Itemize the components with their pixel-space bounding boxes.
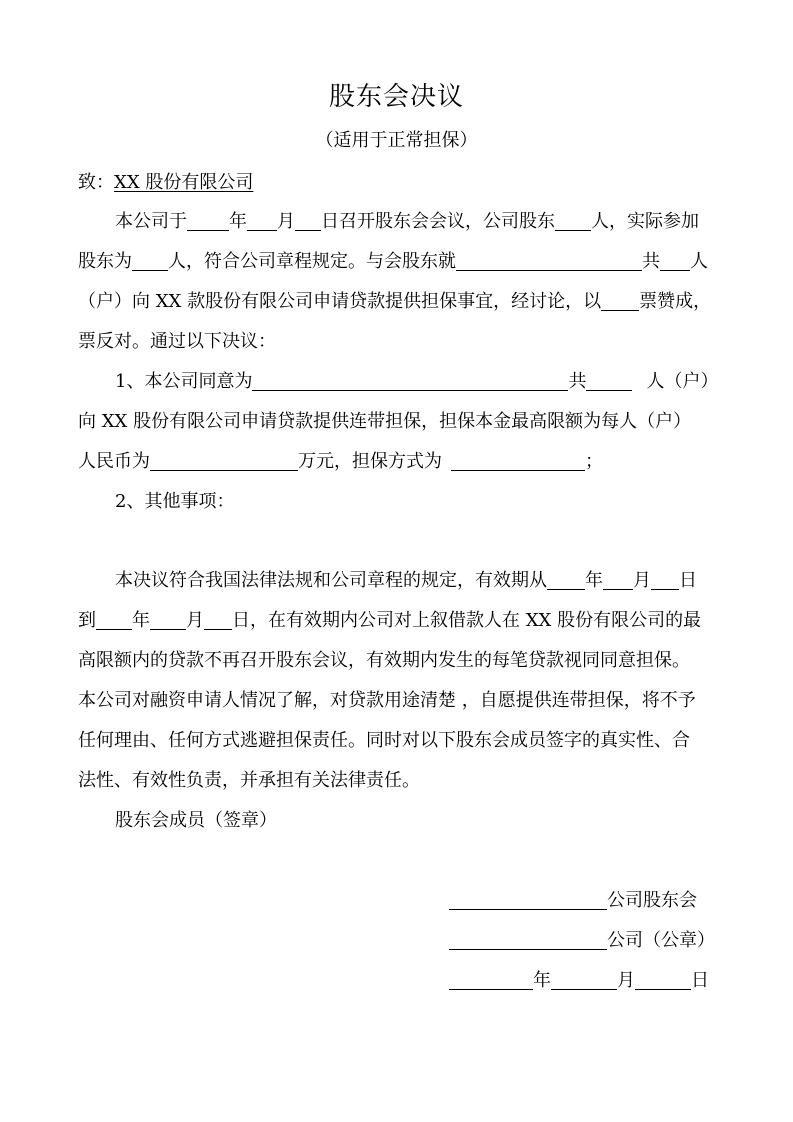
para2-text: 月 — [633, 570, 651, 591]
para1-text: 人，符合公司章程规定。与会股东就 — [168, 251, 456, 272]
blank-to-day — [204, 610, 232, 630]
blank-to-year — [96, 610, 132, 630]
blank-month — [247, 211, 277, 231]
blank-company-seal — [449, 930, 607, 950]
para1-text: 本公司于 — [115, 211, 187, 232]
para1-text: 月 — [277, 211, 295, 232]
blank-shareholder-count — [555, 211, 591, 231]
item1-text: 人民币为 — [78, 451, 150, 472]
blank-sign-year — [449, 970, 533, 990]
para2-text: 年 — [132, 610, 150, 631]
blank-from-day — [651, 570, 679, 590]
blank-shareholder-signature — [449, 890, 607, 910]
blank-borrower — [456, 251, 642, 271]
document-subtitle: （适用于正常担保） — [315, 130, 478, 151]
members-signature-label: 股东会成员（签章） — [115, 810, 277, 831]
document-title: 股东会决议 — [328, 82, 464, 112]
para1-text: 日召开股东会会议，公司股东 — [321, 211, 555, 232]
blank-from-month — [603, 570, 633, 590]
item1-line1 — [115, 369, 793, 395]
signature-label: 公司（公章） — [607, 930, 715, 951]
para2-text: 到 — [78, 610, 96, 631]
item1-text: 万元，担保方式为 — [298, 451, 442, 472]
para2-line5: 任何理由、任何方式逃避担保责任。同时对以下股东会成员签字的真实性、合 — [78, 730, 690, 751]
blank-guarantee-method — [451, 451, 585, 471]
signature-seal-line — [449, 928, 715, 954]
item2-label: 2、其他事项： — [115, 491, 235, 512]
blank-votes-for — [601, 291, 639, 311]
para1-text: 共 — [642, 251, 660, 272]
para2-line6: 法性、有效性负责，并承担有关法律责任。 — [78, 770, 420, 791]
para2-line3: 高限额内的贷款不再召开股东会议，有效期内发生的每笔贷款视同同意担保。 — [78, 650, 690, 671]
blank-amount — [150, 451, 298, 471]
para1-text: （户）向 XX 款股份有限公司申请贷款提供担保事宜，经讨论，以 — [78, 291, 602, 312]
blank-attending-count — [132, 251, 168, 271]
signature-label: 公司股东会 — [607, 890, 697, 911]
para1-line2 — [78, 249, 793, 275]
para1-text: 人，实际参加 — [591, 211, 699, 232]
para1-text: 年 — [229, 211, 247, 232]
blank-from-year — [547, 570, 585, 590]
blank-year — [187, 211, 229, 231]
para1-text: 人 — [690, 251, 708, 272]
addressee-company: XX 股份有限公司 — [114, 172, 254, 193]
item1-text: 人（户） — [646, 371, 719, 392]
item1-text: ； — [585, 451, 603, 472]
blank-guaranteed-party — [252, 371, 568, 391]
para2-text: 日，在有效期内公司对上叙借款人在 XX 股份有限公司的最 — [232, 610, 702, 631]
para2-text: 日 — [679, 570, 697, 591]
para1-line4: 票反对。通过以下决议： — [78, 331, 276, 352]
para1-line3 — [78, 289, 793, 315]
blank-sign-day — [635, 970, 691, 990]
para2-line2 — [78, 608, 793, 634]
date-label: 年 — [533, 970, 551, 991]
date-label: 月 — [617, 970, 635, 991]
item1-line2: 向 XX 股份有限公司申请贷款提供连带担保，担保本金最高限额为每人（户） — [78, 411, 692, 432]
item1-text: 共 — [568, 371, 587, 392]
signature-shareholders-line — [449, 888, 697, 914]
blank-sign-month — [551, 970, 617, 990]
blank-persons — [586, 371, 632, 391]
para1-text: 股东为 — [78, 251, 132, 272]
blank-to-month — [150, 610, 186, 630]
blank-borrower-count — [660, 251, 690, 271]
blank-day — [295, 211, 321, 231]
addressee-prefix: 致： — [78, 172, 114, 193]
signature-date-line — [449, 968, 709, 994]
para2-line1 — [115, 568, 793, 594]
item1-line3 — [78, 449, 793, 475]
addressee-line — [78, 170, 793, 196]
date-label: 日 — [691, 970, 709, 991]
item1-text: 1、本公司同意为 — [115, 371, 253, 392]
para2-text: 本决议符合我国法律法规和公司章程的规定，有效期从 — [115, 570, 547, 591]
para2-text: 月 — [186, 610, 204, 631]
para2-line4: 本公司对融资申请人情况了解，对贷款用途清楚 ，自愿提供连带担保，将不予 — [78, 690, 696, 711]
para1-line1 — [115, 209, 793, 235]
para2-text: 年 — [585, 570, 603, 591]
para1-text: 票赞成， — [639, 291, 712, 312]
